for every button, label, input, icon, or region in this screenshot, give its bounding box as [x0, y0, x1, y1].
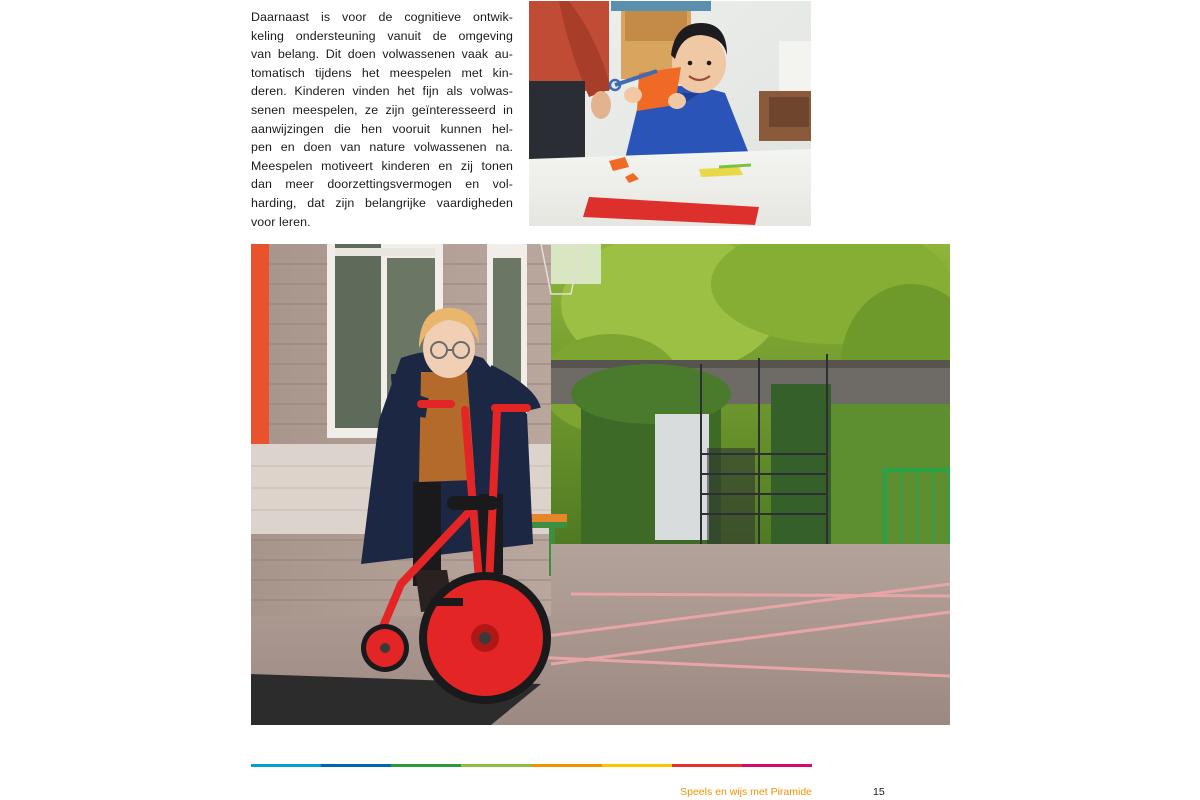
photo-girl-on-tricycle	[251, 244, 950, 725]
body-text-line: van belang. Dit doen volwassenen vaak au-	[251, 47, 513, 62]
body-text-line: Daarnaast is voor de cognitieve ontwik-	[251, 10, 513, 24]
color-rule-segment	[532, 764, 602, 767]
color-rule-segment	[251, 764, 321, 767]
photo-child-cutting-paper	[529, 1, 811, 226]
body-text-line: harding, dat zijn belangrijke vaardigheden	[251, 195, 513, 210]
footer-color-rule	[251, 764, 812, 767]
body-text	[251, 8, 513, 231]
body-text-line: pen en doen van nature volwassenen na.	[251, 140, 513, 155]
body-text-line: senen meespelen, ze zijn geïnteresseerd in	[251, 102, 513, 117]
body-text-line: Meespelen motiveert kinderen en zij tonen	[251, 158, 513, 173]
color-rule-segment	[602, 764, 672, 767]
footer-title: Speels en wijs met Piramide	[680, 786, 812, 798]
color-rule-segment	[672, 764, 742, 767]
body-text-line: dan meer doorzettingsvermogen en vol-	[251, 177, 513, 192]
color-rule-segment	[461, 764, 531, 767]
body-text-line: voor leren.	[251, 214, 311, 229]
color-rule-segment	[742, 764, 812, 767]
body-text-line: aanwijzingen die hen vooruit kunnen hel-	[251, 121, 513, 136]
body-text-line: tomatisch tijdens het meespelen met kin-	[251, 65, 513, 80]
body-text-line: keling ondersteuning vanuit de omgeving	[251, 28, 513, 43]
page-number: 15	[873, 786, 885, 798]
color-rule-segment	[321, 764, 391, 767]
color-rule-segment	[391, 764, 461, 767]
body-text-line: deren. Kinderen vinden het fijn als volwas-	[251, 84, 513, 99]
